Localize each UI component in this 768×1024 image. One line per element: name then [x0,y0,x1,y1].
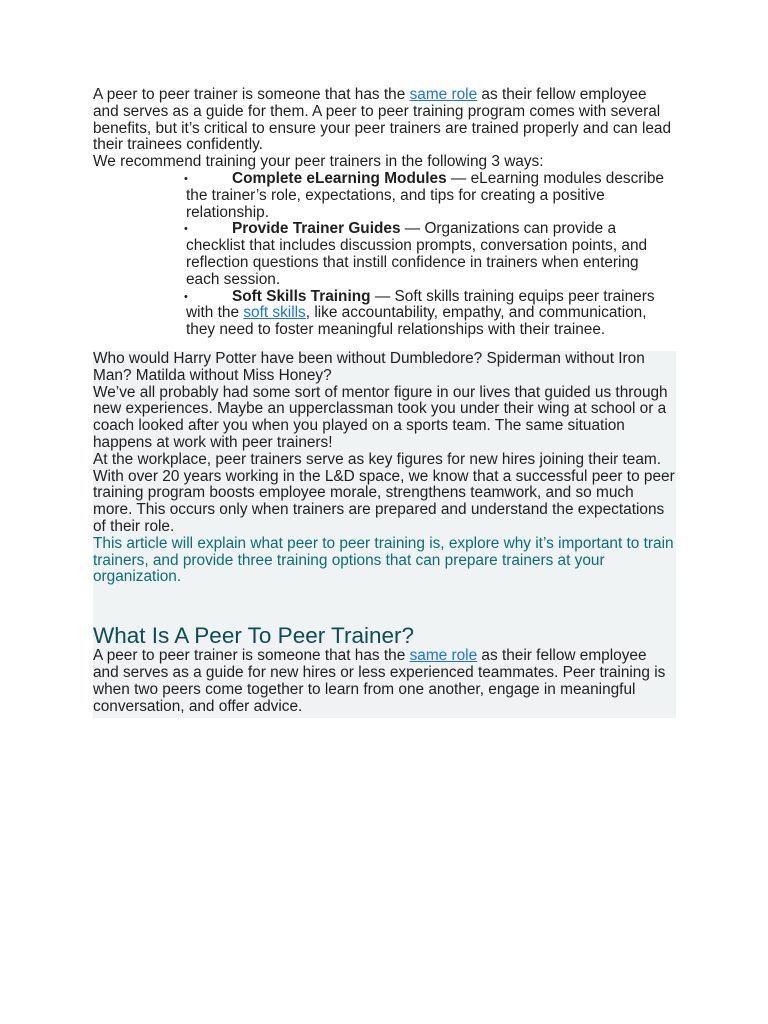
article-paragraph: At the workplace, peer trainers serve as key figures for new hires joining their team. With over 20 years working in the L&D space, we know that a successful peer to peer training program boosts employee morale, strengthens teamwork, and so much more. This occurs only when trainers are prepared and understand the expectations of their role. [93,450,675,535]
list-item-text: — eLearning modules describe the trainer’s role, expectations, and tips for creating a positive relationship. [186,169,664,221]
intro-text: A peer to peer trainer is someone that has the [93,86,410,103]
list-item [186,289,676,339]
list-item-title: Soft Skills Training [232,287,371,305]
article-paragraph: We’ve all probably had some sort of mentor figure in our lives that guided us through new experiences. Maybe an upperclassman took you under their wing at school or a coach looked after you when you played on a sports team. The same situation happens at work with peer trainers! [93,383,668,451]
bullet-icon: • [184,223,188,236]
list-item-text: — Organizations can provide a checklist that includes discussion prompts, conversation points, and reflection questions that instill confidence in trainers when entering each session. [186,220,648,288]
same-role-link[interactable]: same role [409,86,478,103]
list-item [186,221,676,288]
list-item-text: — Soft skills training equips peer trainers with the [186,287,655,322]
training-ways-list [93,171,676,339]
article-shaded-section [93,351,676,718]
article-paragraph [93,648,676,715]
list-item [186,171,676,221]
intro-paragraph [93,87,676,154]
same-role-link-2[interactable]: same role [409,647,478,665]
section-heading: What Is A Peer To Peer Trainer? [93,623,414,649]
article-text: A peer to peer trainer is someone that has the [93,647,410,665]
bullet-icon: • [184,172,188,185]
list-item-title: Complete eLearning Modules [232,169,447,187]
soft-skills-link[interactable]: soft skills [243,304,306,322]
intro-text-continued: as their fellow employee and serves as a guide for them. A peer to peer training program comes with several benefits, but it’s critical to ensure your peer trainers are trained properly and can lead their trainees confidently. [93,86,672,154]
list-item-text-continued: , like accountability, empathy, and communication, they need to foster meaningful relationships with their trainee. [186,304,647,339]
intro-section [93,87,676,339]
bullet-icon: • [184,290,188,303]
recommend-paragraph: We recommend training your peer trainers in the following 3 ways: [93,153,544,171]
article-summary-paragraph: This article will explain what peer to peer training is, explore why it’s important to train trainers, and provide three training options that can prepare trainers at your organization. [93,534,674,586]
list-item-title: Provide Trainer Guides [232,220,401,238]
article-paragraph: Who would Harry Potter have been without Dumbledore? Spiderman without Iron Man? Matilda without Miss Honey? [93,350,645,384]
article-text-continued: as their fellow employee and serves as a guide for new hires or less experienced teammates. Peer training is when two peers come together to learn from one another, engage in meaningful conversation, and offer advice. [93,647,666,715]
